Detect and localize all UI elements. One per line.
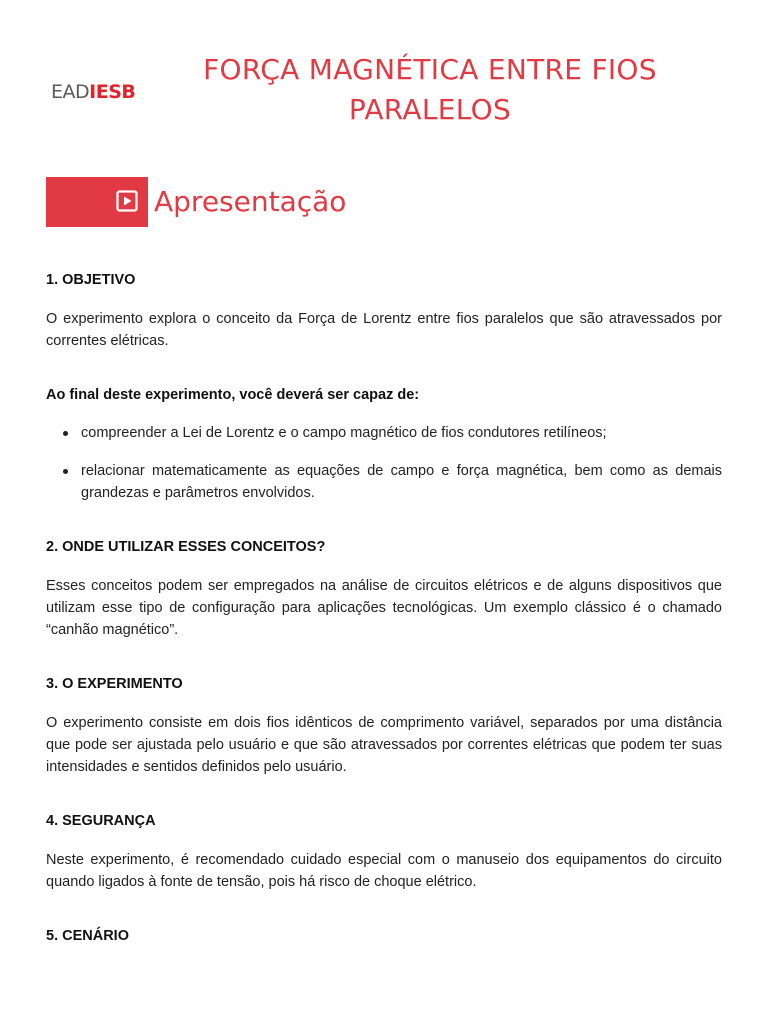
goals-intro: Ao final deste experimento, você deverá ser capaz de: — [46, 387, 420, 403]
paragraph-objetivo: O experimento explora o conceito da Força de Lorentz entre fios paralelos que são atravessados por correntes elétricas. — [46, 311, 722, 349]
heading-objetivo: 1. OBJETIVO — [46, 272, 136, 288]
heading-onde: 2. ONDE UTILIZAR ESSES CONCEITOS? — [46, 539, 326, 555]
page-header — [0, 0, 768, 150]
paragraph-seguranca: Neste experimento, é recomendado cuidado especial com o manuseio dos equipamentos do circuito quando ligados à fonte de tensão, pois há risco de choque elétrico. — [46, 852, 722, 890]
section-heading-apresentacao: Apresentação — [154, 185, 347, 218]
play-icon — [116, 190, 138, 212]
bullet-icon — [63, 469, 68, 474]
logo-iesb: IESB — [89, 81, 136, 103]
list-item: compreender a Lei de Lorentz e o campo magnético de fios condutores retilíneos; — [46, 422, 722, 444]
heading-seguranca: 4. SEGURANÇA — [46, 813, 156, 829]
logo-ead: EAD — [51, 81, 90, 103]
heading-experimento: 3. O EXPERIMENTO — [46, 676, 183, 692]
paragraph-onde: Esses conceitos podem ser empregados na análise de circuitos elétricos e de alguns dispositivos que utilizam esse tipo de configuração para aplicações tecnológicas. Um exemplo clássico é o chamado “canhão magnético”. — [46, 578, 722, 638]
list-item: relacionar matematicamente as equações de campo e força magnética, bem como as demais grandezas e parâmetros envolvidos. — [46, 460, 722, 504]
bullet-icon — [63, 431, 68, 436]
eadiesb-logo — [51, 81, 135, 103]
document-title: FORÇA MAGNÉTICA ENTRE FIOS PARALELOS — [203, 53, 657, 126]
heading-cenario: 5. CENÁRIO — [46, 928, 129, 944]
goals-list — [46, 422, 722, 504]
paragraph-experimento: O experimento consiste em dois fios idênticos de comprimento variável, separados por uma distância que pode ser ajustada pelo usuário e que são atravessados por correntes elétricas que podem ter suas intensidades e sentidos definidos pelo usuário. — [46, 715, 722, 775]
document-body — [46, 269, 722, 947]
